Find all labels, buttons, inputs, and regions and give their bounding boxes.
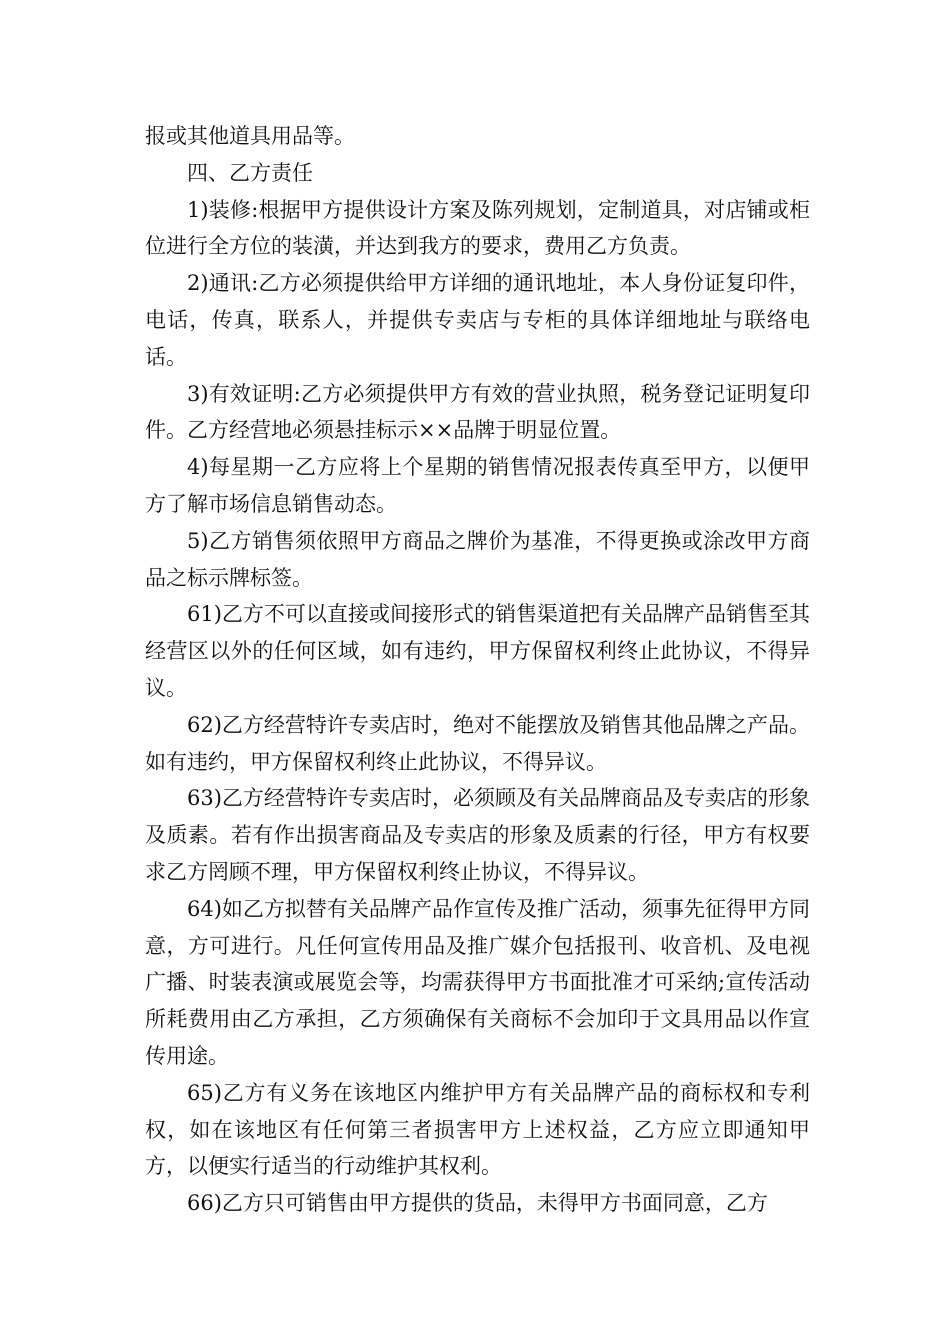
- clause-5-pricing: 5)乙方销售须依照甲方商品之牌价为基准，不得更换或涂改甲方商品之标示牌标签。: [145, 528, 810, 590]
- section-heading-party-b-responsibilities: 四、乙方责任: [187, 160, 313, 185]
- clause-4-weekly-sales-report: 4)每星期一乙方应将上个星期的销售情况报表传真至甲方，以便甲方了解市场信息销售动态。: [145, 455, 810, 516]
- paragraph-continuation: 报或其他道具用品等。: [145, 124, 355, 148]
- clause-62-other-brands: 62)乙方经营特许专卖店时，绝对不能摆放及销售其他品牌之产品。如有违约，甲方保留权利终止此协议，不得异议。: [145, 712, 810, 774]
- clause-2-communication: 2)通讯:乙方必须提供给甲方详细的通讯地址，本人身份证复印件，电话，传真，联系人，并提供专卖店与专柜的具体详细地址与联络电话。: [145, 271, 810, 369]
- clause-66-goods-supply: 66)乙方只可销售由甲方提供的货品，未得甲方书面同意，乙方: [187, 1191, 768, 1216]
- clause-3-valid-certificates: 3)有效证明:乙方必须提供甲方有效的营业执照，税务登记证明复印件。乙方经营地必须悬挂标示××品牌于明显位置。: [145, 381, 810, 443]
- clause-63-brand-image: 63)乙方经营特许专卖店时，必须顾及有关品牌商品及专卖店的形象及质素。若有作出损害商品及专卖店的形象及质素的行径，甲方有权要求乙方罔顾不理，甲方保留权利终止协议，不得异议。: [145, 786, 810, 884]
- clause-1-decoration: 1)装修:根据甲方提供设计方案及陈列规划，定制道具，对店铺或柜位进行全方位的装潢，并达到我方的要求，费用乙方负责。: [145, 197, 810, 259]
- clause-65-trademark-protection: 65)乙方有义务在该地区内维护甲方有关品牌产品的商标权和专利权，如在该地区有任何第三者损害甲方上述权益，乙方应立即通知甲方，以便实行适当的行动维护其权利。: [145, 1080, 810, 1179]
- document-body: [145, 118, 810, 1222]
- clause-61-sales-region: 61)乙方不可以直接或间接形式的销售渠道把有关品牌产品销售至其经营区以外的任何区域，如有违约，甲方保留权利终止此协议，不得异议。: [145, 602, 810, 700]
- clause-64-promotion: 64)如乙方拟替有关品牌产品作宣传及推广活动，须事先征得甲方同意，方可进行。凡任何宣传用品及推广媒介包括报刊、收音机、及电视广播、时装表演或展览会等，均需获得甲方书面批准才可采纳;宣传活动所耗费用由乙方承担，乙方须确保有关商标不会加印于文具用品以作宣传用途。: [145, 896, 810, 1068]
